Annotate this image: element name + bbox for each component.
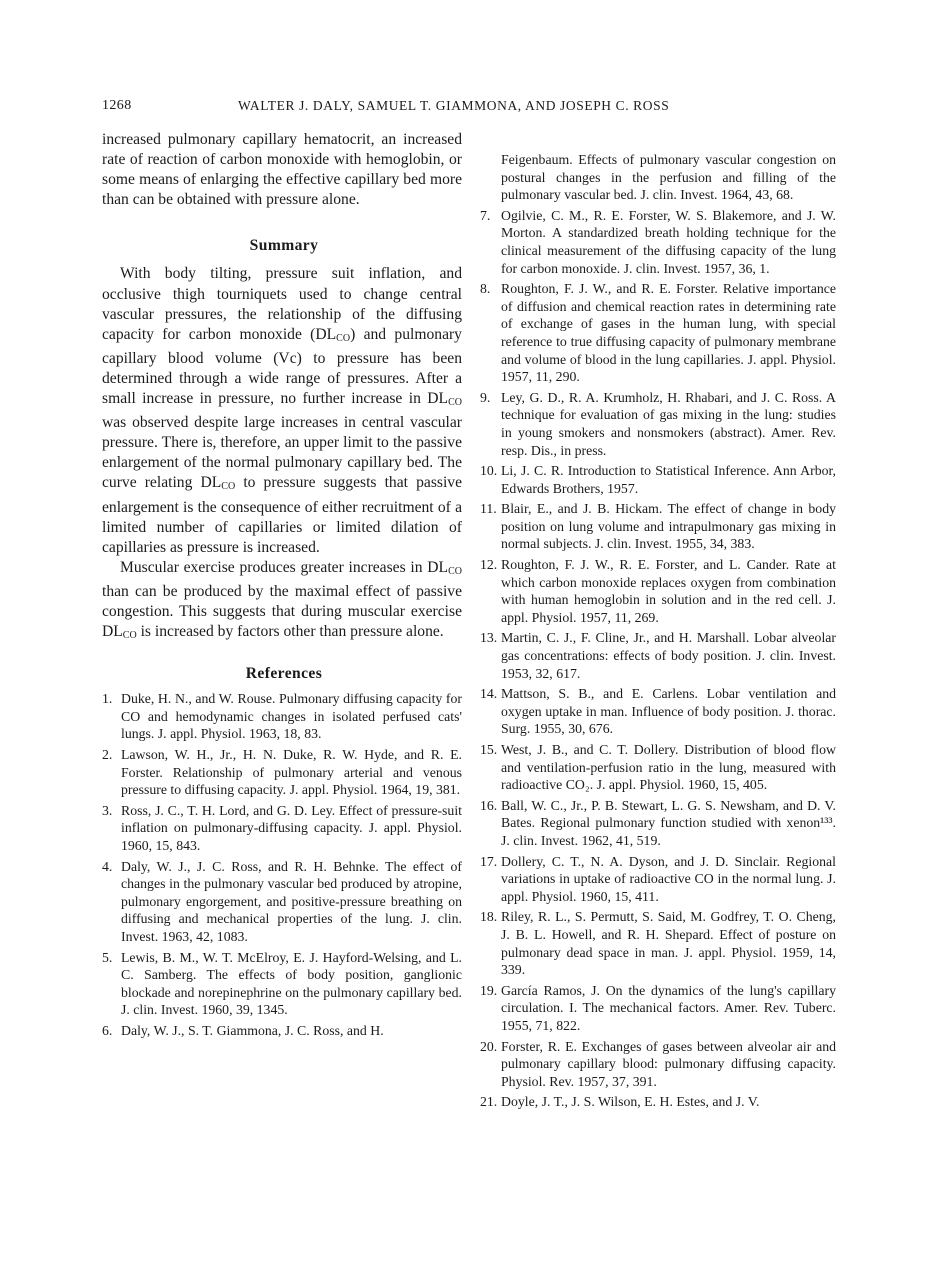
- reference-item: 9. Ley, G. D., R. A. Krumholz, H. Rhabari, and J. C. Ross. A technique for evaluation of gas mixing in the lung: studies in young smokers and nonsmokers (abstract). Amer. Rev. resp. Dis., in press.: [480, 389, 836, 458]
- dlco-symbol: $DL_{CO}$: [427, 390, 462, 409]
- reference-item: 12. Roughton, F. J. W., R. E. Forster, and L. Cander. Rate at which carbon monoxide replaces oxygen from combination with human hemoglobin in solution and in the red cell. J. appl. Physiol. 1957, 11, 269.: [480, 557, 836, 625]
- reference-item: 21. Doyle, J. T., J. S. Wilson, E. H. Estes, and J. V.: [480, 1094, 760, 1110]
- dlco-symbol: $DL_{CO}$: [102, 623, 137, 642]
- reference-item: 3. Ross, J. C., T. H. Lord, and G. D. Ley. Effect of pressure-suit inflation on pulmonary-diffusing capacity. J. appl. Physiol. 1960, 15, 843.: [102, 802, 462, 853]
- reference-item: 20. Forster, R. E. Exchanges of gases between alveolar air and pulmonary capillary blood: pulmonary diffusing capacity. Physiol. Rev. 1957, 37, 391.: [480, 1038, 836, 1089]
- reference-item: 4. Daly, W. J., J. C. Ross, and R. H. Behnke. The effect of changes in the pulmonary vascular bed produced by atropine, pulmonary engorgement, and positive-pressure breathing on diffusing and mechanical properties of the lung. J. clin. Invest. 1963, 42, 1083.: [102, 858, 462, 944]
- summary-paragraph-1: With body tilting, pressure suit inflation, and occlusive thigh tourniquets used to change central vascular pressures, the relationship of the diffusing capacity for carbon monoxide $(DL_{CO})$ and pulmonary capillary blood volume (Vc) to pressure has been determined through a wide range of pressures. After a small increase in pressure, no further increase in $DL_{CO}$ was observed despite large increases in central vascular pressure. There is, therefore, an upper limit to the passive enlargement of the normal pulmonary capillary bed. The curve relating $DL_{CO}$ to pressure suggests that passive enlargement is the consequence of either recruitment of a limited number of capillaries or limited dilation of capillaries as pressure is increased.: [102, 265, 463, 556]
- summary-heading: Summary: [249, 237, 319, 255]
- right-column: [480, 151, 836, 1114]
- reference-item: 5. Lewis, B. M., W. T. McElroy, E. J. Hayford-Welsing, and L. C. Samberg. The effects of body position, ganglionic blockade and norepinephrine on the pulmonary capillary bed. J. clin. Invest. 1960, 39, 1345.: [102, 949, 462, 1018]
- dlco-symbol: $DL_{CO}$: [200, 474, 236, 493]
- reference-list-right: [480, 207, 836, 1111]
- left-column: [102, 130, 462, 1043]
- reference-item: 11. Blair, E., and J. B. Hickam. The effect of change in body position on lung volume and intrapulmonary gas mixing in normal subjects. J. clin. Invest. 1955, 34, 383.: [480, 501, 836, 552]
- dlco-symbol: $DL_{CO}$: [427, 558, 462, 577]
- reference-item: 6. Daly, W. J., S. T. Giammona, J. C. Ross, and H.: [102, 1022, 384, 1038]
- reference-list-left: [102, 690, 462, 1039]
- reference-continuation: Feigenbaum. Effects of pulmonary vascular congestion on postural changes in the perfusion and filling of the pulmonary vascular bed. J. clin. Invest. 1964, 43, 68.: [501, 152, 836, 203]
- reference-item: 15. West, J. B., and C. T. Dollery. Distribution of blood flow and ventilation-perfusion ratio in the lung, measured with radioactive CO₂. J. appl. Physiol. 1960, 15, 405.: [480, 742, 836, 793]
- reference-item: 7. Ogilvie, C. M., R. E. Forster, W. S. Blakemore, and J. W. Morton. A standardized breath holding technique for the clinical measurement of the diffusing capacity of the lung for carbon monoxide. J. clin. Invest. 1957, 36, 1.: [480, 207, 836, 276]
- reference-item: 10. Li, J. C. R. Introduction to Statistical Inference. Ann Arbor, Edwards Brothers, 1957.: [480, 463, 836, 496]
- reference-item: 16. Ball, W. C., Jr., P. B. Stewart, L. G. S. Newsham, and D. V. Bates. Regional pulmonary function studied with xenon¹³³. J. clin. Invest. 1962, 41, 519.: [480, 797, 836, 848]
- page-number: 1268: [102, 98, 132, 113]
- reference-item: 1. Duke, H. N., and W. Rouse. Pulmonary diffusing capacity for CO and hemodynamic changes in isolated perfused cats' lungs. J. appl. Physiol. 1963, 18, 83.: [102, 691, 462, 742]
- reference-item: 19. García Ramos, J. On the dynamics of the lung's capillary circulation. I. The mechanical factors. Amer. Rev. Tuberc. 1955, 71, 822.: [480, 982, 836, 1033]
- reference-item: 18. Riley, R. L., S. Permutt, S. Said, M. Godfrey, T. O. Cheng, J. B. L. Howell, and R. H. Shepard. Effect of posture on pulmonary dead space in man. J. appl. Physiol. 1959, 14, 339.: [480, 909, 836, 978]
- reference-item: 8. Roughton, F. J. W., and R. E. Forster. Relative importance of diffusion and chemical reaction rates in determining rate of exchange of gases in the human lung, with special reference to true diffusing capacity of pulmonary membrane and volume of blood in the lung capillaries. J. appl. Physiol. 1957, 11, 290.: [480, 281, 836, 385]
- reference-item: 14. Mattson, S. B., and E. Carlens. Lobar ventilation and oxygen uptake in man. Influence of body position. J. thorac. Surg. 1955, 30, 676.: [480, 686, 836, 737]
- reference-item: 2. Lawson, W. H., Jr., H. N. Duke, R. W. Hyde, and R. E. Forster. Relationship of pulmonary arterial and venous pressure to diffusing capacity. J. appl. Physiol. 1964, 19, 381.: [102, 747, 462, 798]
- reference-item: 17. Dollery, C. T., N. A. Dyson, and J. D. Sinclair. Regional variations in uptake of radioactive CO in the normal lung. J. appl. Physiol. 1960, 15, 411.: [480, 853, 836, 904]
- dlco-symbol: $DL_{CO}$: [315, 325, 351, 344]
- running-head-authors: WALTER J. DALY, SAMUEL T. GIAMMONA, AND JOSEPH C. ROSS: [238, 98, 670, 113]
- running-head: [102, 98, 834, 120]
- intro-paragraph: increased pulmonary capillary hematocrit, an increased rate of reaction of carbon monoxide with hemoglobin, or some means of enlarging the effective capillary bed more than can be obtained with pressure alone.: [102, 131, 462, 209]
- reference-item: 13. Martin, C. J., F. Cline, Jr., and H. Marshall. Lobar alveolar gas concentrations: effects of body position. J. clin. Invest. 1953, 32, 617.: [480, 630, 836, 681]
- summary-paragraph-2: Muscular exercise produces greater increases in $DL_{CO}$ than can be produced by the maximal effect of passive congestion. This suggests that during muscular exercise $DL_{CO}$ is increased by factors other than pressure alone.: [102, 558, 462, 642]
- references-heading: References: [245, 665, 323, 683]
